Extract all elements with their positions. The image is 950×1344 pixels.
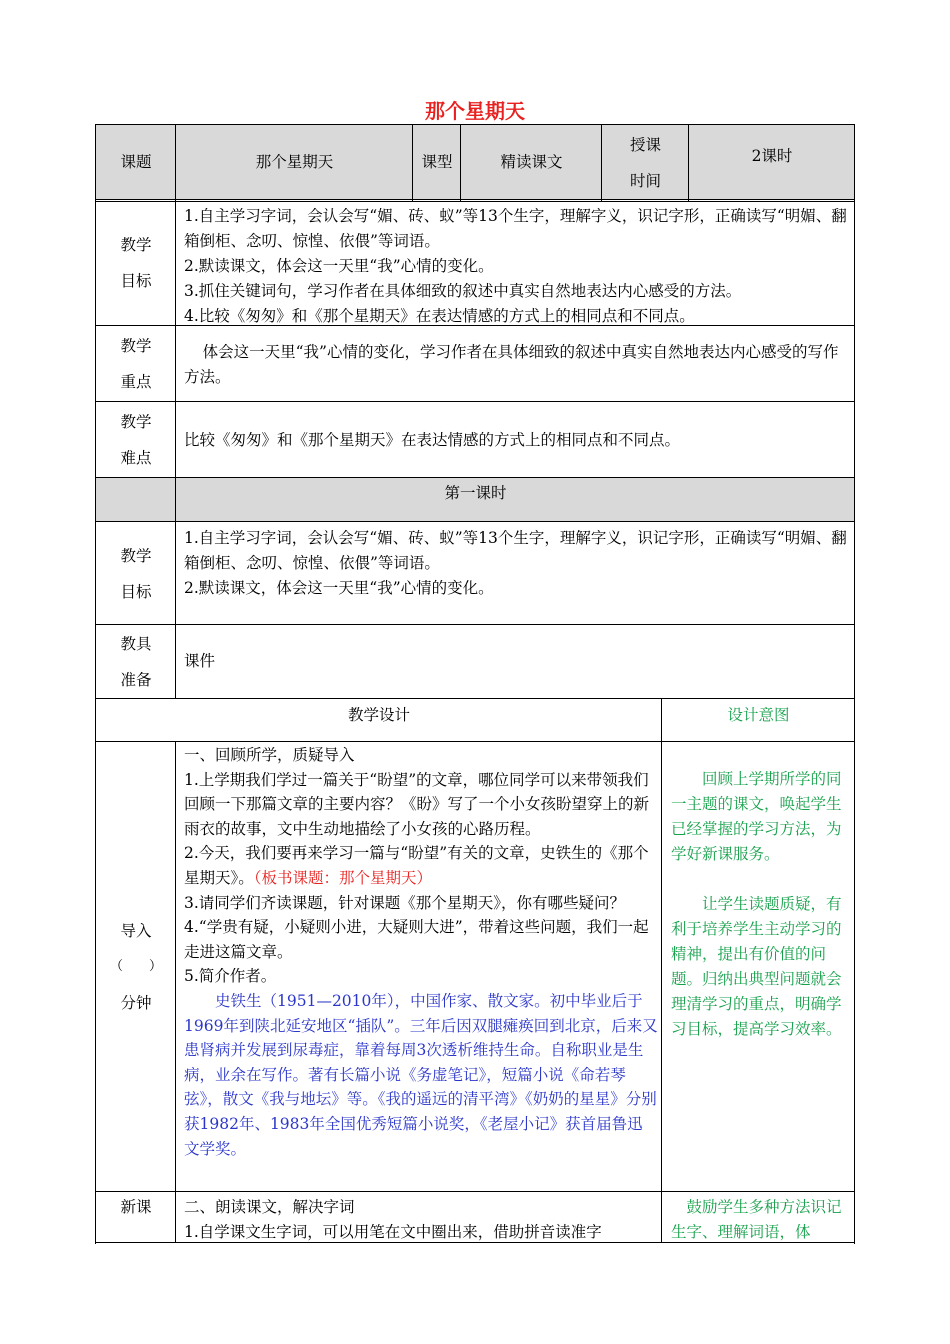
- table-border: [460, 124, 461, 201]
- tools-label-2: 准备: [120, 670, 152, 689]
- difficulty-content: [176, 402, 855, 478]
- intro-content: [176, 742, 662, 1192]
- lesson1-goal-line: 2.默读课文，体会这一天里“我”心情的变化。: [184, 579, 494, 597]
- intro-intent: [662, 742, 855, 1192]
- type-value: 精读课文: [500, 153, 563, 171]
- difficulty-label-2: 难点: [120, 449, 152, 467]
- type-label: 课型: [421, 153, 453, 171]
- intro-p5: 5.简介作者。: [184, 967, 277, 986]
- tools-text: 课件: [184, 652, 216, 670]
- topic-value: 那个星期天: [255, 153, 334, 171]
- time-label: [602, 125, 689, 200]
- intro-intent-1: 回顾上学期所学的同一主题的课文，唤起学生已经掌握的学习方法，为学好新课服务。: [671, 770, 842, 863]
- tools-content: [176, 625, 855, 698]
- design-col-left: 教学设计: [347, 706, 410, 724]
- intro-p2-board: （板书课题：那个星期天）: [253, 868, 433, 887]
- table-border: [95, 124, 96, 1244]
- newlesson-content: [176, 1192, 662, 1244]
- intro-label-3: 分钟: [120, 994, 152, 1012]
- intro-p1: 1.上学期我们学过一篇关于“盼望”的文章，哪位同学可以来带领我们回顾一下那篇文章的主要内容？《盼》写了一个小女孩盼望穿上的新雨衣的故事，文中生动地描绘了小女孩的心路历程。: [184, 770, 650, 838]
- time-label-line-2: 时间: [629, 171, 661, 190]
- table-border: [96, 124, 855, 125]
- author-intro: 史铁生（1951—2010年），中国作家、散文家。初中毕业后于1969年到陕北延安地区“插队”。三年后因双腿瘫痪回到北京，后来又患肾病并发展到尿毒症，靠着每周3次透析维持生命。自称职业是生病，业余在写作。著有长篇小说《务虚笔记》，短篇小说《命若琴弦》，散文《我与地坛》等。《我的遥远的清平湾》《奶奶的星星》分别获1982年、1983年全国优秀短篇小说奖，《老屋小记》获首届鲁迅文学奖。: [184, 991, 658, 1158]
- table-border: [96, 741, 855, 742]
- tools-label-1: 教具: [120, 634, 152, 653]
- intro-heading: 一、回顾所学，质疑导入: [184, 746, 355, 764]
- table-border: [96, 325, 855, 326]
- table-border: [96, 624, 855, 625]
- goal-line: 2.默读课文，体会这一天里“我”心情的变化。: [184, 257, 494, 275]
- focus-content: [176, 326, 855, 402]
- newlesson-label: 新课: [120, 1198, 152, 1216]
- newlesson-p1: 1.自学课文生字词，可以用笔在文中圈出来，借助拼音读准字: [184, 1223, 602, 1241]
- goals-label-1: 教学: [120, 236, 152, 254]
- intro-p4: 4.“学贵有疑，小疑则小进，大疑则大进”，带着这些问题，我们一起走进这篇文章。: [184, 918, 649, 961]
- difficulty-label: [96, 402, 176, 478]
- intro-label-2: （ ）: [109, 959, 162, 974]
- table-border: [96, 199, 855, 200]
- lesson1-goals-label-2: 目标: [120, 582, 152, 601]
- table-border: [175, 124, 176, 698]
- newlesson-intent-text: 鼓励学生多种方法识记生字、理解词语，体: [671, 1198, 842, 1241]
- focus-label-2: 重点: [120, 373, 152, 391]
- table-border: [96, 401, 855, 402]
- lesson1-goals-label: [96, 522, 176, 625]
- table-border: [96, 698, 855, 699]
- topic-label: 课题: [120, 153, 152, 171]
- intro-p2: [184, 841, 658, 890]
- intro-p2-text: 2.今天，我们要再来学习一篇与“盼望”有关的文章，史铁生的《那个星期天》。: [184, 844, 649, 887]
- focus-label: [96, 326, 176, 402]
- goals-content: [176, 200, 855, 326]
- table-border: [688, 124, 689, 201]
- intro-intent-2: 让学生读题质疑，有利于培养学生主动学习的精神，提出有价值的问题。归纳出典型问题就会理清学习的重点，明确学习目标，提高学习效率。: [671, 895, 842, 1038]
- intro-label: [96, 742, 176, 1192]
- table-border: [412, 124, 413, 201]
- table-border: [175, 741, 176, 1243]
- table-border: [601, 124, 602, 201]
- table-border: [96, 1242, 855, 1243]
- time-label-line-1: 授课: [629, 135, 661, 154]
- table-border: [96, 477, 855, 478]
- goal-line: 4.比较《匆匆》和《那个星期天》在表达情感的方式上的相同点和不同点。: [184, 307, 695, 325]
- intro-label-1: 导入: [120, 922, 152, 940]
- table-border: [661, 698, 662, 1243]
- goals-label-2: 目标: [120, 272, 152, 290]
- difficulty-label-1: 教学: [120, 413, 152, 431]
- lesson1-goal-line: 1.自主学习字词，会认会写“媚、砖、蚁”等13个生字，理解字义，识记字形，正确读写“明媚、翻箱倒柜、念叨、惊惶、依偎”等词语。: [184, 529, 847, 572]
- focus-label-1: 教学: [120, 337, 152, 355]
- hours-value: 2课时: [751, 147, 793, 165]
- table-border: [854, 124, 855, 1244]
- goals-label: [96, 200, 176, 326]
- table-border: [96, 521, 855, 522]
- difficulty-text: 比较《匆匆》和《那个星期天》在表达情感的方式上的相同点和不同点。: [184, 430, 681, 449]
- lesson1-goals-content: [176, 522, 855, 625]
- intro-p3: 3.请同学们齐读课题，针对课题《那个星期天》，你有哪些疑问？: [184, 893, 626, 912]
- tools-label: [96, 625, 176, 698]
- goal-line: 1.自主学习字词，会认会写“媚、砖、蚁”等13个生字，理解字义，识记字形，正确读写“明媚、翻箱倒柜、念叨、惊惶、依偎”等词语。: [184, 207, 847, 250]
- design-col-right: 设计意图: [727, 706, 790, 724]
- table-border: [96, 201, 855, 202]
- lesson1-heading: 第一课时: [444, 484, 507, 502]
- goal-line: 3.抓住关键词句，学习作者在具体细致的叙述中真实自然地表达内心感受的方法。: [184, 282, 742, 300]
- table-border: [96, 1191, 855, 1192]
- page-title: 那个星期天: [425, 99, 525, 123]
- newlesson-intent: [662, 1192, 855, 1244]
- lesson1-goals-label-1: 教学: [120, 546, 152, 565]
- focus-text: 体会这一天里“我”心情的变化，学习作者在具体细致的叙述中真实自然地表达内心感受的写作方法。: [184, 343, 839, 386]
- newlesson-heading: 二、朗读课文，解决字词: [184, 1198, 355, 1216]
